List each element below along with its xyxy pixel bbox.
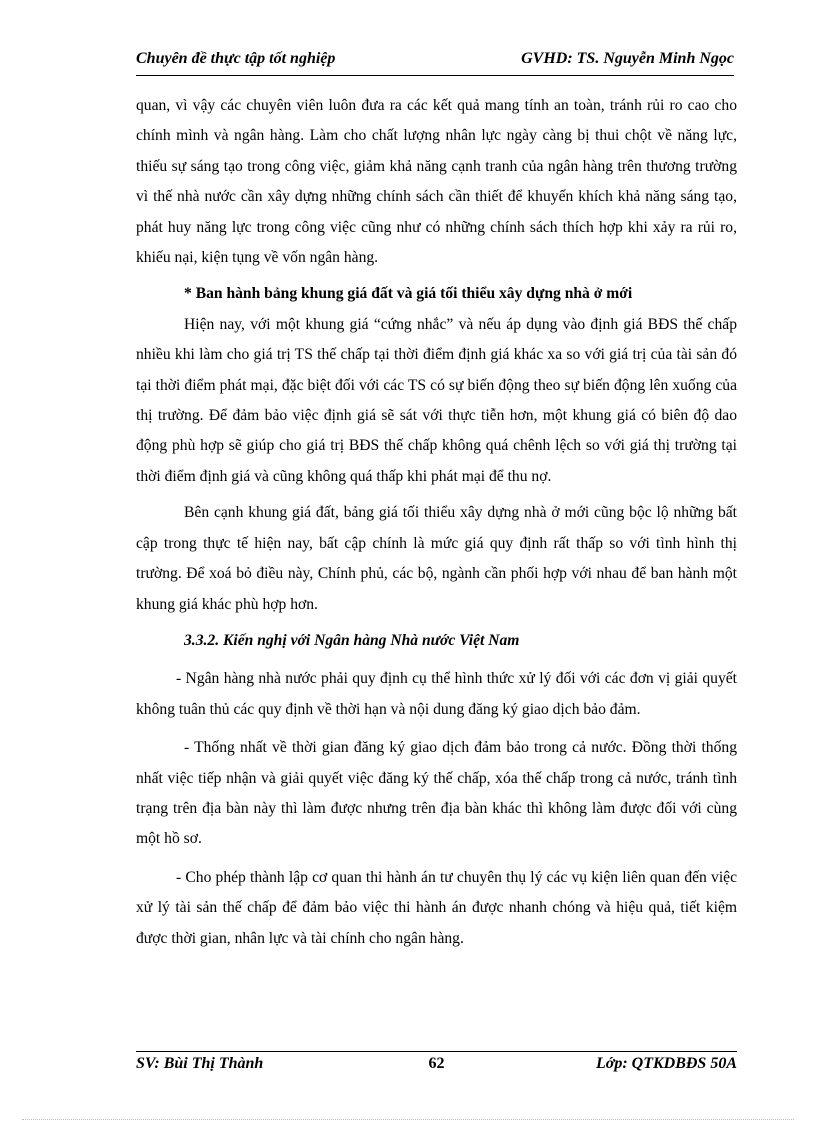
- page-header: [136, 46, 734, 72]
- header-divider: [136, 75, 734, 76]
- page-footer: [136, 1055, 737, 1077]
- section-heading-recommendation: 3.3.2. Kiến nghị với Ngân hàng Nhà nước Việt Nam: [184, 631, 520, 649]
- paragraph-minimum-price: Bên cạnh khung giá đất, bảng giá tối thiểu xây dựng nhà ở mới cũng bộc lộ những bất cập trong thực tế hiện nay, bất cập chính là mức giá quy định rất thấp so với tình hình thị trường. Để xoá bỏ điều này, Chính phủ, các bộ, ngành cần phối hợp với nhau để ban hành một khung giá khác phù hợp hơn.: [136, 504, 737, 613]
- page-bottom-edge: [22, 1119, 794, 1120]
- list-item-unify-registration: - Thống nhất về thời gian đăng ký giao dịch đảm bảo trong cả nước. Đồng thời thống nhất việc tiếp nhận và giải quyết việc đăng ký thế chấp, xóa thế chấp trong cả nước, tránh tình trạng trên địa bàn này thì làm được nhưng trên địa bàn khác thì không làm được đối với cùng một hồ sơ.: [136, 739, 737, 848]
- footer-student-name: SV: Bùi Thị Thành: [136, 1055, 264, 1072]
- paragraph-continuation: quan, vì vậy các chuyên viên luôn đưa ra các kết quả mang tính an toàn, tránh rủi ro cao cho chính mình và ngân hàng. Làm cho chất lượng nhân lực ngày càng bị thui chột về năng lực, thiếu sự sáng tạo trong công việc, giảm khả năng cạnh tranh của ngân hàng trên thương trường vì thế nhà nước cần xây dựng những chính sách cần thiết để khuyến khích khả năng sáng tạo, phát huy năng lực trong công việc cũng như có những chính sách thích hợp khi xảy ra rủi ro, khiếu nại, kiện tụng về vốn ngân hàng.: [136, 97, 737, 267]
- page-number: 62: [428, 1055, 445, 1072]
- header-supervisor: GVHD: TS. Nguyễn Minh Ngọc: [521, 50, 734, 67]
- document-body: [136, 91, 737, 954]
- header-document-title: Chuyên đề thực tập tốt nghiệp: [136, 50, 336, 67]
- list-item-regulation: - Ngân hàng nhà nước phải quy định cụ thể hình thức xử lý đối với các đơn vị giải quyết không tuân thủ các quy định về thời hạn và nội dung đăng ký giao dịch bảo đảm.: [136, 670, 737, 718]
- list-item-enforcement-agency: - Cho phép thành lập cơ quan thi hành án tư chuyên thụ lý các vụ kiện liên quan đến việc xử lý tài sản thế chấp để đảm bảo việc thi hành án được nhanh chóng và hiệu quả, tiết kiệm được thời gian, nhân lực và tài chính cho ngân hàng.: [136, 868, 737, 947]
- paragraph-price-frame: Hiện nay, với một khung giá “cứng nhắc” và nếu áp dụng vào định giá BĐS thế chấp nhiều khi làm cho giá trị TS thế chấp tại thời điểm định giá khác xa so với giá trị của tài sản đó tại thời điểm phát mại, đặc biệt đối với các TS có sự biến động theo sự biến động lên xuống của thị trường. Để đảm bảo việc định giá sẽ sát với thực tiễn hơn, một khung giá có biên độ dao động phù hợp sẽ giúp cho giá trị BĐS thế chấp không quá chênh lệch so với giá thị trường tại thời điểm định giá và cũng không quá thấp khi phát mại để thu nợ.: [136, 315, 737, 485]
- footer-divider: [136, 1051, 737, 1052]
- section-heading-land-price: * Ban hành bảng khung giá đất và giá tối thiểu xây dựng nhà ở mới: [184, 285, 633, 303]
- footer-class-code: Lớp: QTKDBĐS 50A: [595, 1055, 737, 1072]
